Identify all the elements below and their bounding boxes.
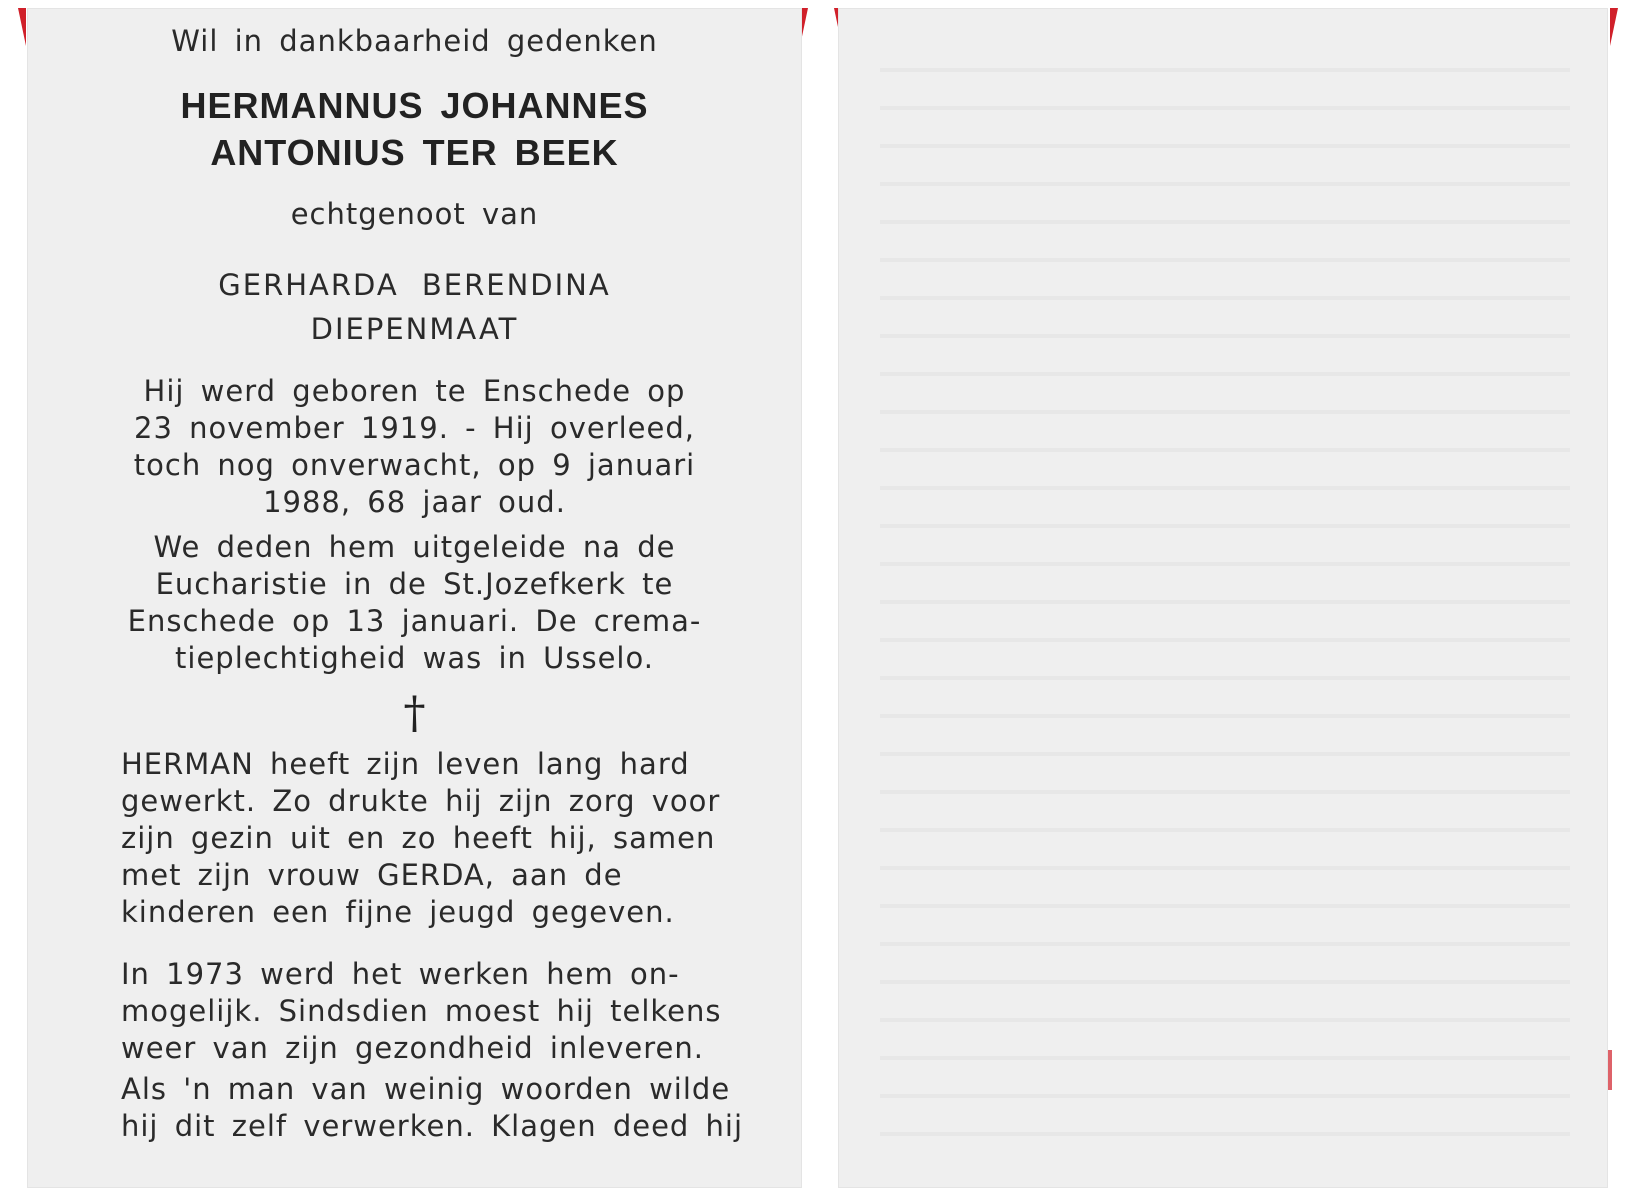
spouse-name-line-2: DIEPENMAAT — [310, 312, 519, 346]
cross-icon: † — [403, 688, 426, 739]
deceased-name-line-1: HERMANNUS JOHANNES — [180, 85, 649, 126]
birth-text-line: 23 november 1919. - Hij overleed, — [134, 411, 695, 445]
intro-text: Wil in dankbaarheid gedenken — [171, 24, 658, 58]
funeral-text-line: Eucharistie in de St.Jozefkerk te — [155, 567, 674, 601]
illness-text-line: mogelijk. Sindsdien moest hij telkens — [121, 994, 722, 1028]
show-through-texture — [880, 40, 1570, 1140]
funeral-text-line: Enschede op 13 januari. De crema- — [127, 604, 702, 638]
card-edge-mark — [1610, 8, 1618, 46]
life-text-line: zijn gezin uit en zo heeft hij, samen — [121, 821, 716, 855]
life-text-line: kinderen een fijne jeugd gegeven. — [121, 895, 675, 929]
birth-text-line: Hij werd geboren te Enschede op — [143, 374, 686, 408]
illness-text-line: Als 'n man van weinig woorden wilde — [121, 1072, 731, 1106]
spouse-name-line-1: GERHARDA BERENDINA — [218, 268, 611, 302]
life-text-line: gewerkt. Zo drukte hij zijn zorg voor — [121, 784, 721, 818]
illness-text-line: hij dit zelf verwerken. Klagen deed hij — [121, 1109, 744, 1143]
spouse-label: echtgenoot van — [290, 197, 539, 231]
life-text-line: met zijn vrouw GERDA, aan de — [121, 858, 623, 892]
illness-text-line: In 1973 werd het werken hem on- — [121, 957, 680, 991]
birth-text-line: 1988, 68 jaar oud. — [263, 485, 566, 519]
funeral-text-line: tieplechtigheid was in Usselo. — [175, 641, 654, 675]
funeral-text-line: We deden hem uitgeleide na de — [153, 530, 676, 564]
life-text-line: HERMAN heeft zijn leven lang hard — [121, 747, 690, 781]
illness-text-line: weer van zijn gezondheid inleveren. — [121, 1031, 704, 1065]
card-edge-mark — [18, 8, 26, 46]
deceased-name-line-2: ANTONIUS TER BEEK — [210, 132, 619, 173]
birth-text-line: toch nog onverwacht, op 9 januari — [133, 448, 696, 482]
